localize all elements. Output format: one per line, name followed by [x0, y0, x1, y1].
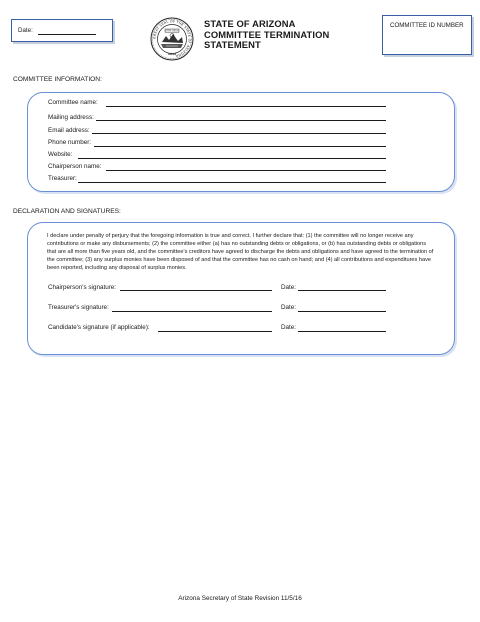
- title-line-2: COMMITTEE TERMINATION: [204, 28, 330, 40]
- committee-name-label: Committee name:: [48, 99, 98, 106]
- seal-ring-text: GREAT SEAL OF THE STATE OF ARIZONA: [152, 19, 192, 59]
- date-field[interactable]: [38, 34, 96, 35]
- declaration-text: I declare under penalty of perjury that the foregoing information is true and correct. I further declare that: (1) the committee will no longer receive any contributions or make any disbursements; (2) the committee either (a) has no outstanding debts or obligations, or (b) has outstanding debts or obligations that are all more than five years old, and the committee's creditors have agreed to discharge the debts and obligations and have agreed to the termination of the committee; (3) any surplus monies have been disposed of and that the committee has no cash on hand; and (4) all contributions and expenditures have been reported, including any disposal of surplus monies.: [47, 233, 434, 271]
- seal-motto: DITAT DEUS: [165, 29, 179, 33]
- seal-year: 1912: [167, 51, 177, 56]
- email-address-field[interactable]: [92, 133, 386, 134]
- chairperson-name-field[interactable]: [106, 170, 386, 171]
- treasurer-signature-field[interactable]: [112, 311, 272, 312]
- candidate-signature-label: Candidate's signature (if applicable):: [48, 324, 150, 331]
- committee-name-field[interactable]: [106, 106, 386, 107]
- mailing-address-field[interactable]: [96, 120, 386, 121]
- declaration-heading: DECLARATION AND SIGNATURES:: [13, 208, 121, 215]
- date-label: Date:: [18, 27, 33, 34]
- title-line-3: STATEMENT: [204, 39, 261, 51]
- chairperson-date-label: Date:: [281, 284, 297, 291]
- title-line-1: STATE OF ARIZONA: [204, 18, 296, 29]
- document-title: [204, 19, 329, 51]
- state-seal-logo: [150, 17, 194, 61]
- committee-id-box[interactable]: [382, 15, 472, 55]
- footer-revision: Arizona Secretary of State Revision 11/5/16: [178, 595, 302, 602]
- committee-info-heading: COMMITTEE INFORMATION:: [13, 76, 102, 83]
- candidate-date-field[interactable]: [298, 331, 386, 332]
- candidate-date-label: Date:: [281, 324, 297, 331]
- treasurer-signature-label: Treasurer's signature:: [48, 304, 109, 311]
- chairperson-date-field[interactable]: [298, 290, 386, 291]
- website-field[interactable]: [78, 158, 386, 159]
- candidate-signature-field[interactable]: [158, 331, 272, 332]
- treasurer-label: Treasurer:: [48, 175, 77, 182]
- treasurer-field[interactable]: [78, 182, 386, 183]
- mailing-address-label: Mailing address:: [48, 114, 94, 121]
- treasurer-date-label: Date:: [281, 304, 297, 311]
- date-box: [11, 19, 113, 42]
- email-address-label: Email address:: [48, 127, 90, 134]
- treasurer-date-field[interactable]: [298, 311, 386, 312]
- committee-info-panel: [27, 92, 455, 192]
- phone-number-field[interactable]: [94, 146, 386, 147]
- chairperson-signature-label: Chairperson's signature:: [48, 284, 117, 291]
- committee-id-label: COMMITTEE ID NUMBER: [390, 22, 464, 29]
- chairperson-name-label: Chairperson name:: [48, 163, 102, 170]
- website-label: Website:: [48, 151, 73, 158]
- phone-number-label: Phone number:: [48, 139, 92, 146]
- chairperson-signature-field[interactable]: [120, 290, 272, 291]
